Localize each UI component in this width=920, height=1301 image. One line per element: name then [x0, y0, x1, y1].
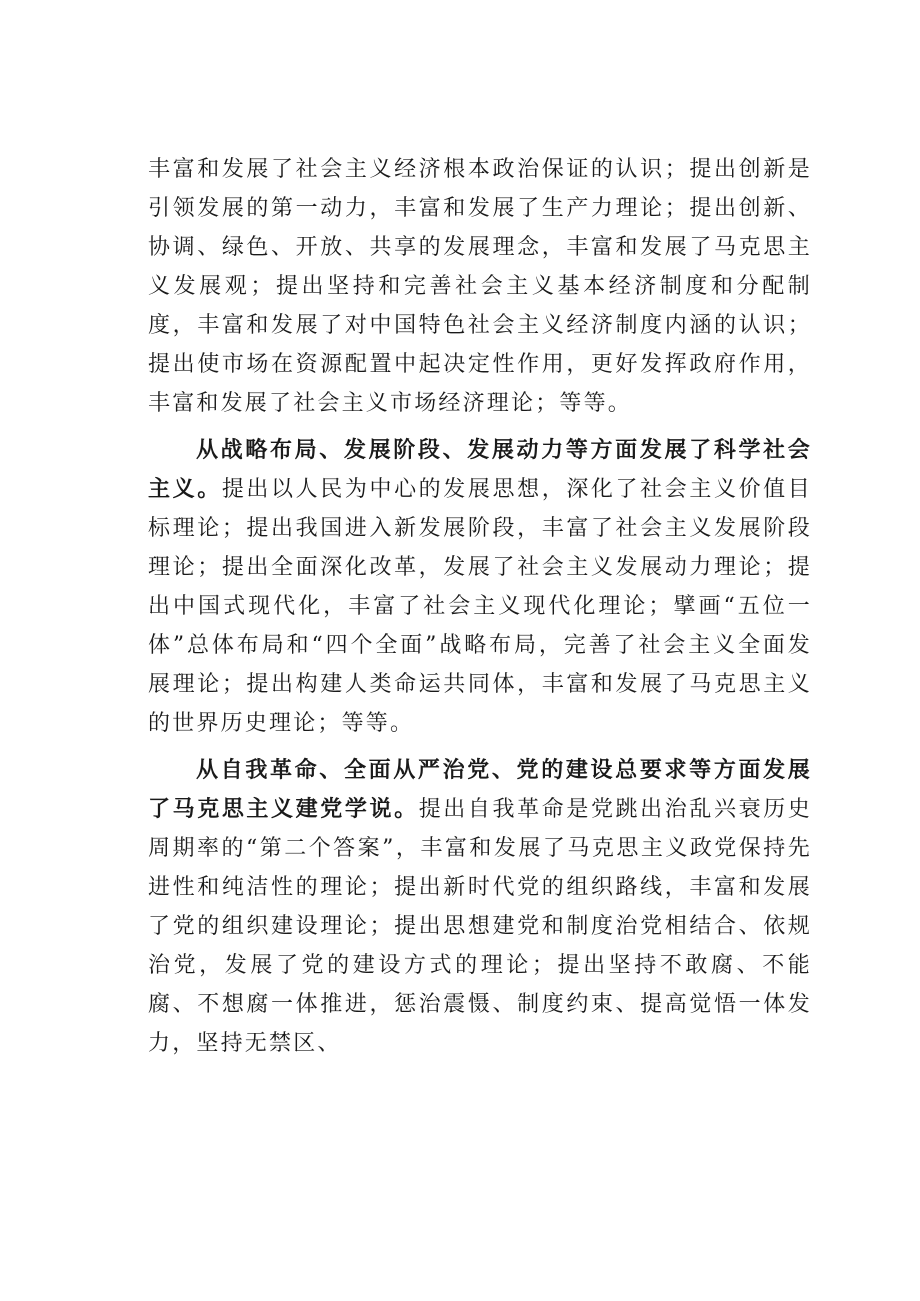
- document-body: [148, 150, 812, 1071]
- paragraph-1: [148, 150, 812, 423]
- paragraph-2-lead: 从战略布局、发展阶段、发展动力等方面发展了科学社会主义。: [148, 438, 812, 502]
- paragraph-3: [148, 751, 812, 1063]
- paragraph-1-text: 丰富和发展了社会主义经济根本政治保证的认识；提出创新是引领发展的第一动力，丰富和发展了生产力理论；提出创新、协调、绿色、开放、共享的发展理念，丰富和发展了马克思主义发展观；提出坚持和完善社会主义基本经济制度和分配制度，丰富和发展了对中国特色社会主义经济制度内涵的认识；提出使市场在资源配置中起决定性作用，更好发挥政府作用，丰富和发展了社会主义市场经济理论；等等。: [148, 157, 812, 416]
- paragraph-2-text: 提出以人民为中心的发展思想，深化了社会主义价值目标理论；提出我国进入新发展阶段，丰富了社会主义发展阶段理论；提出全面深化改革，发展了社会主义发展动力理论；提出中国式现代化，丰富了社会主义现代化理论；擘画“五位一体”总体布局和“四个全面”战略布局，完善了社会主义全面发展理论；提出构建人类命运共同体，丰富和发展了马克思主义的世界历史理论；等等。: [148, 477, 812, 736]
- paragraph-3-text: 提出自我革命是党跳出治乱兴衰历史周期率的“第二个答案”，丰富和发展了马克思主义政党保持先进性和纯洁性的理论；提出新时代党的组织路线，丰富和发展了党的组织建设理论；提出思想建党和制度治党相结合、依规治党，发展了党的建设方式的理论；提出坚持不敢腐、不能腐、不想腐一体推进，惩治震慑、制度约束、提高觉悟一体发力，坚持无禁区、: [148, 797, 813, 1056]
- paragraph-3-lead: 从自我革命、全面从严治党、党的建设总要求等方面发展了马克思主义建党学说。: [148, 758, 812, 822]
- paragraph-2: [148, 431, 812, 743]
